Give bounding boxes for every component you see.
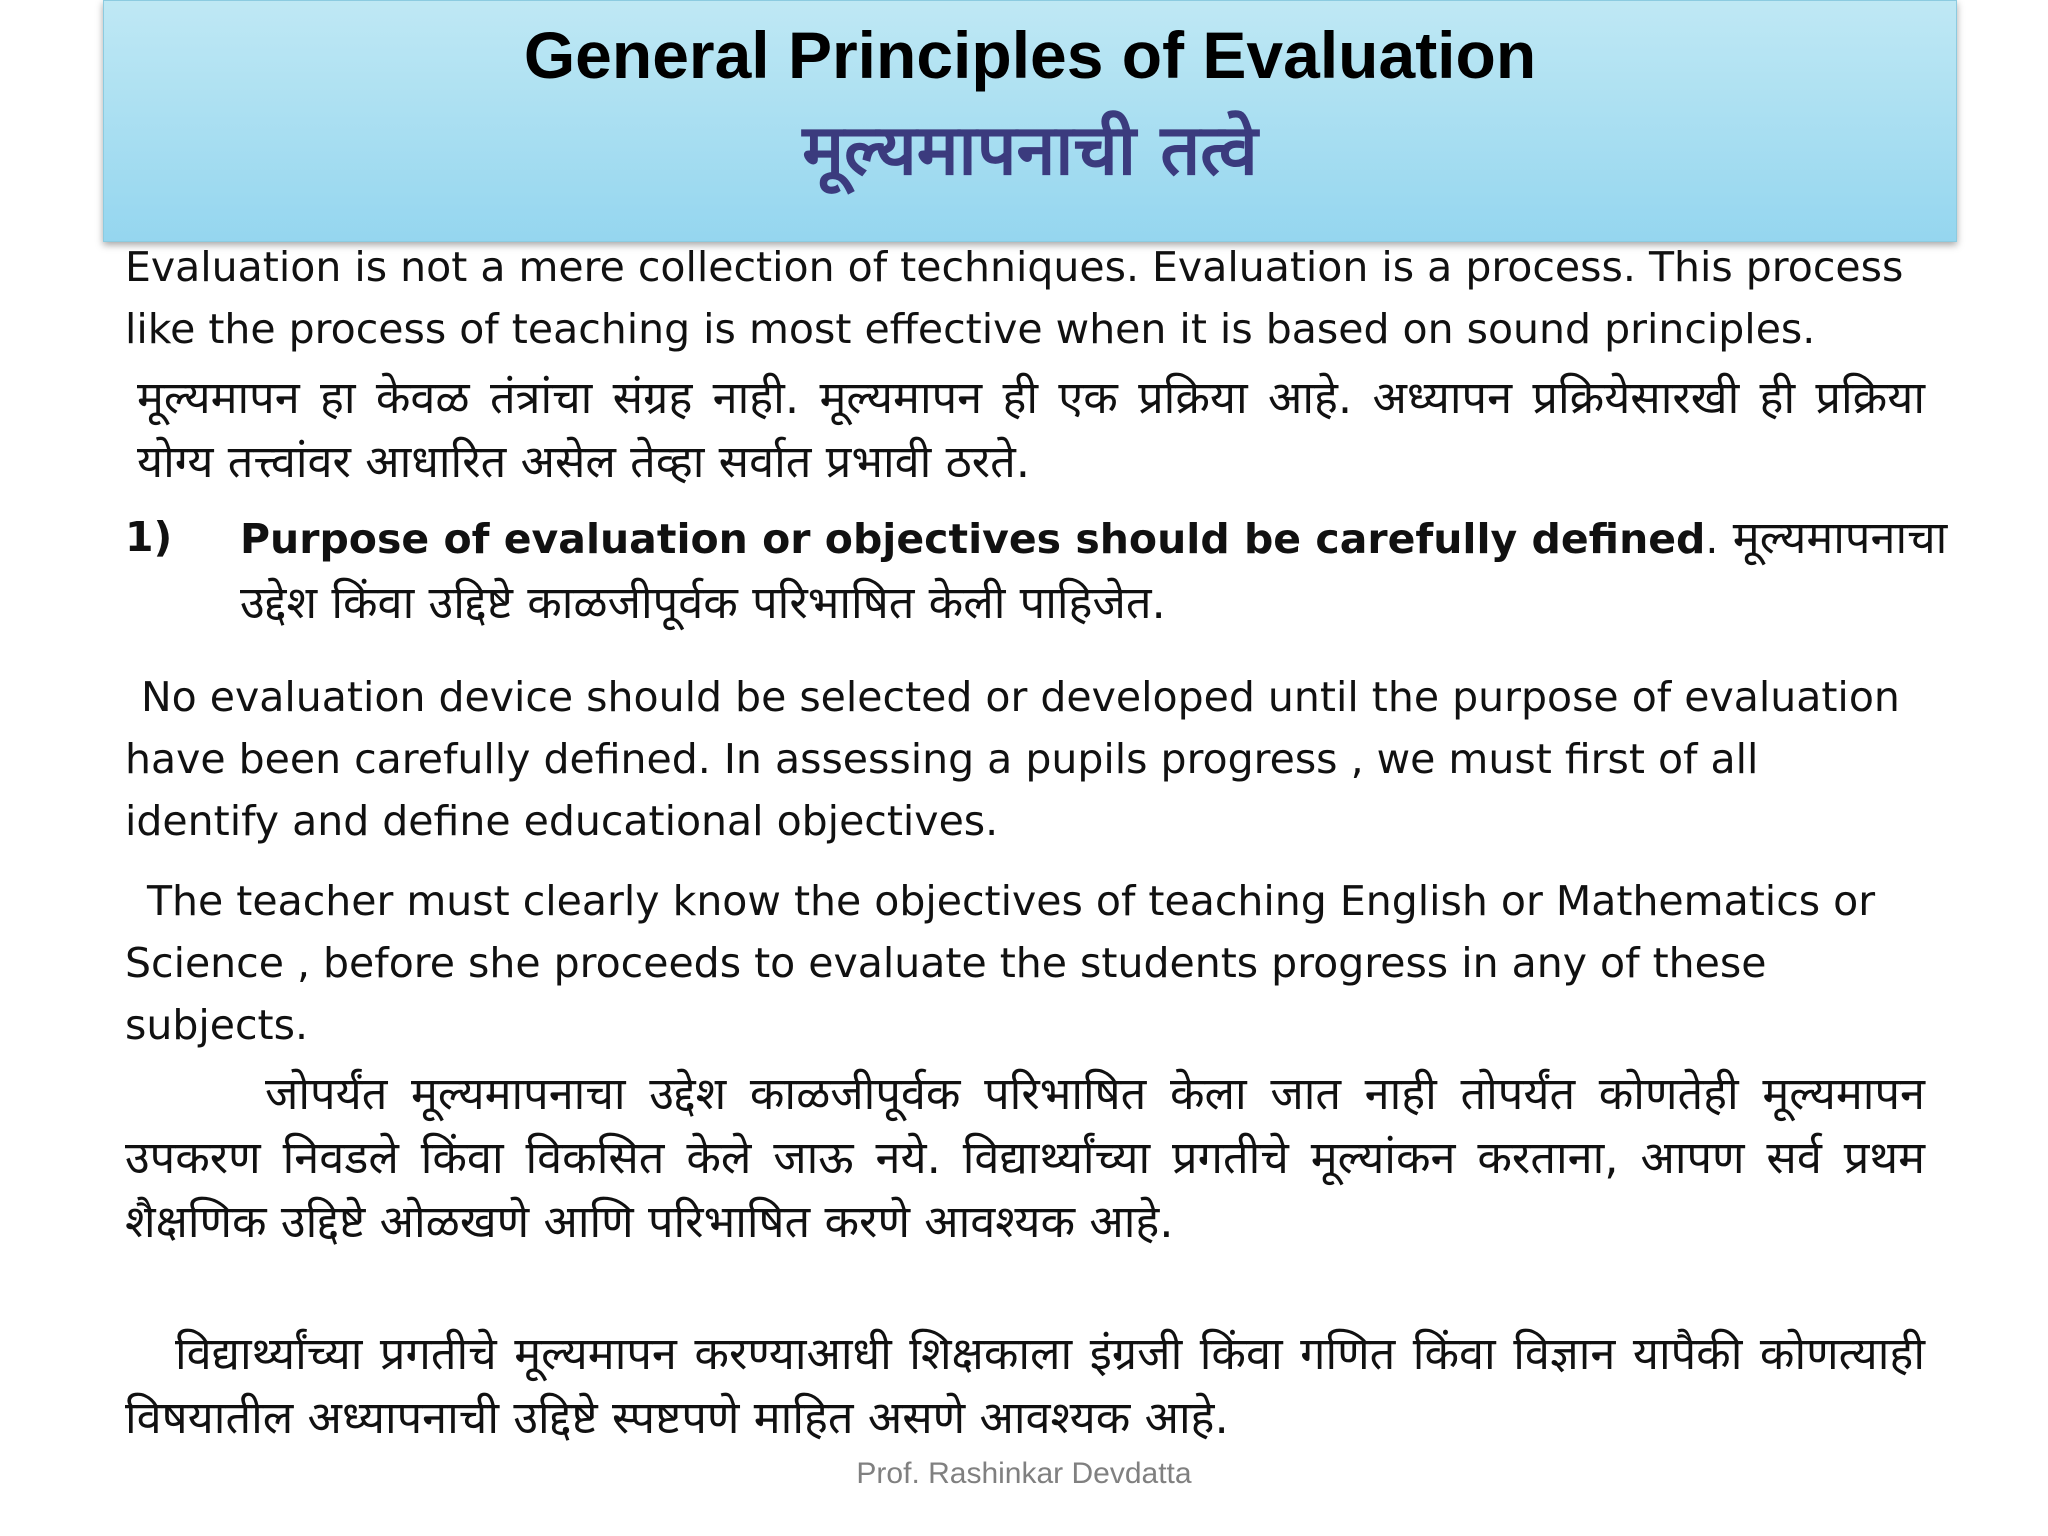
principle-text — [240, 506, 2020, 635]
paragraph-marathi-2: विद्यार्थ्यांच्या प्रगतीचे मूल्यमापन करण्याआधी शिक्षकाला इंग्रजी किंवा गणित किंवा विज्ञान यापैकी कोणत्याही विषयातील अध्यापनाची उद्दिष्टे स्पष्टपणे माहित असणे आवश्यक आहे. — [125, 1327, 1925, 1444]
intro-marathi: मूल्यमापन हा केवळ तंत्रांचा संग्रह नाही. मूल्यमापन ही एक प्रक्रिया आहे. अध्यापन प्रक्रियेसारखी ही प्रक्रिया योग्य तत्त्वांवर आधारित असेल तेव्हा सर्वात प्रभावी ठरते. — [137, 371, 1925, 488]
title-banner — [103, 0, 1957, 242]
principle-heading-marathi: मूल्यमापनाचा उद्देश किंवा उद्दिष्टे काळजीपूर्वक परिभाषित केली पाहिजेत. — [240, 511, 1948, 629]
paragraph-marathi-1: जोपर्यंत मूल्यमापनाचा उद्देश काळजीपूर्वक परिभाषित केला जात नाही तोपर्यंत कोणतेही मूल्यमापन उपकरण निवडले किंवा विकसित केले जाऊ नये. विद्यार्थ्यांच्या प्रगतीचे मूल्यांकन करताना, आपण सर्व प्रथम शैक्षणिक उद्दिष्टे ओळखणे आणि परिभाषित करणे आवश्यक आहे. — [125, 1067, 1925, 1248]
intro-english: Evaluation is not a mere collection of techniques. Evaluation is a process. This process like the process of teaching is most effective when it is based on sound principles. — [125, 243, 1904, 353]
principle-heading-end: . — [1705, 515, 1719, 563]
title-marathi: मूल्यमापनाची तत्वे — [802, 109, 1258, 191]
paragraph-english-1: No evaluation device should be selected or developed until the purpose of evaluation have been carefully defined. In assessing a pupils progress , we must first of all identify and define educational objectives. — [125, 673, 1900, 845]
principle-number: 1) — [125, 513, 173, 561]
footer-author: Prof. Rashinkar Devdatta — [856, 1457, 1192, 1490]
title-english: General Principles of Evaluation — [523, 18, 1537, 92]
paragraph-english-2: The teacher must clearly know the objectives of teaching English or Mathematics or Science , before she proceeds to evaluate the students progress in any of these subjects. — [125, 877, 1876, 1049]
principle-heading: Purpose of evaluation or objectives should be carefully defined — [240, 515, 1706, 563]
